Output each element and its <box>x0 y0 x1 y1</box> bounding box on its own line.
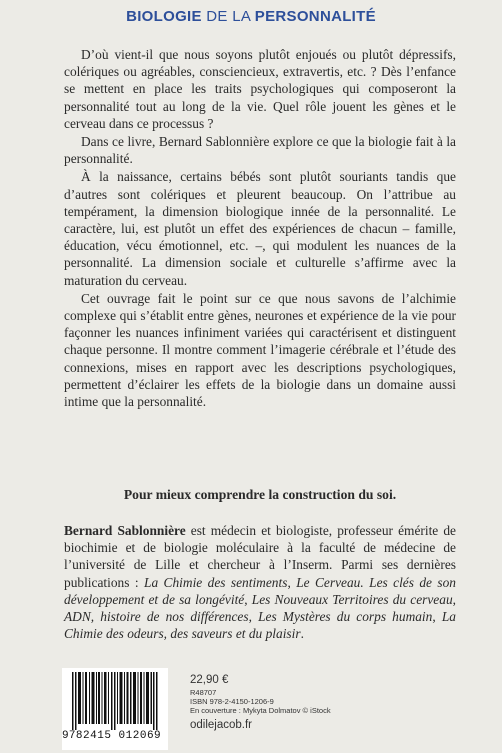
price: 22,90 € <box>190 674 229 686</box>
title-word-personnalite: PERSONNALITÉ <box>254 8 376 25</box>
author-bio-text: est médecin et biologiste, professeur émérite de biochimie et de biologie moléculaire à la faculté de médecine de l’université de Lille et chercheur à l’Inserm. Parmi ses dernières publications : <box>64 523 456 590</box>
blurb <box>64 46 456 410</box>
series-title <box>0 8 502 25</box>
author-bio <box>64 522 456 642</box>
isbn: ISBN 978-2-4150-1206-9 <box>190 697 274 706</box>
publication-separator: , <box>248 609 259 625</box>
publication-end: . <box>300 626 304 642</box>
author-name: Bernard Sablonnière <box>64 523 186 538</box>
barcode-lead-digit: 9 <box>62 730 69 742</box>
publication-5: Les Mystères du corps humain <box>258 609 433 625</box>
blurb-paragraph-2: Dans ce livre, Bernard Sablonnière explore ce que la biologie fait à la personnalité. <box>64 134 456 167</box>
title-word-biologie: BIOLOGIE <box>126 8 202 25</box>
publication-3: Les Nouveaux Territoires du cerveau <box>251 591 453 607</box>
tagline: Pour mieux comprendre la construction du soi. <box>123 487 397 502</box>
barcode-bars <box>68 672 162 730</box>
blurb-paragraph-4: Cet ouvrage fait le point sur ce que nous savons de l’alchimie complexe qui s’établit entre gènes, neurones et expérience de la vie pour façonner les nuances infiniment variées qui caractérisent et distinguent chaque personne. Il montre comment l’imagerie cérébrale et l’étude des connexions, mises en rapport avec les descriptions psychologiques, permettent d’éclairer les effets de la biologie dans un domaine aussi intime que la personnalité. <box>64 290 456 410</box>
blurb-paragraph-1: D’où vient-il que nous soyons plutôt enjoués ou plutôt dépressifs, colériques ou agréables, consciencieux, extravertis, etc. ? Dès l’enfance se mettent en place les traits psychologiques qui composeront la personnalité tout au long de la vie. Quel rôle jouent les gènes et le cerveau dans ce processus ? <box>64 47 456 131</box>
publication-separator: , <box>432 609 442 625</box>
publication-4: ADN, histoire de nos différences <box>64 609 249 625</box>
publication-separator: , <box>244 591 252 607</box>
publication-1: La Chimie des sentiments <box>144 574 288 590</box>
publication-separator: , <box>452 591 456 607</box>
publisher-website: odilejacob.fr <box>190 719 253 731</box>
barcode <box>62 668 168 750</box>
publication-2: Le Cerveau. Les clés de son développement et de sa longévité <box>64 574 457 607</box>
publication-6: La Chimie des odeurs, des saveurs et du plaisir <box>64 609 456 642</box>
price-block <box>190 674 390 731</box>
publication-separator: , <box>287 574 297 590</box>
product-code: R48707 <box>190 688 217 697</box>
title-word-de-la: DE LA <box>201 8 255 25</box>
blurb-paragraph-3: À la naissance, certains bébés sont plutôt souriants tandis que d’autres sont colériques et pleurent beaucoup. On l’attribue au tempérament, la dimension biologique innée de la personnalité. Le caractère, lui, est plutôt un effet des expériences de chacun – famille, éducation, vécu émotionnel, etc. –, qui modulent les nuances de la personnalité. La dimension sociale et culturelle s’affirme avec la maturation du cerveau. <box>64 169 456 288</box>
cover-credit: En couverture : Mykyta Dolmatov © iStock <box>190 706 331 715</box>
barcode-digits: 782415 012069 <box>68 730 162 742</box>
